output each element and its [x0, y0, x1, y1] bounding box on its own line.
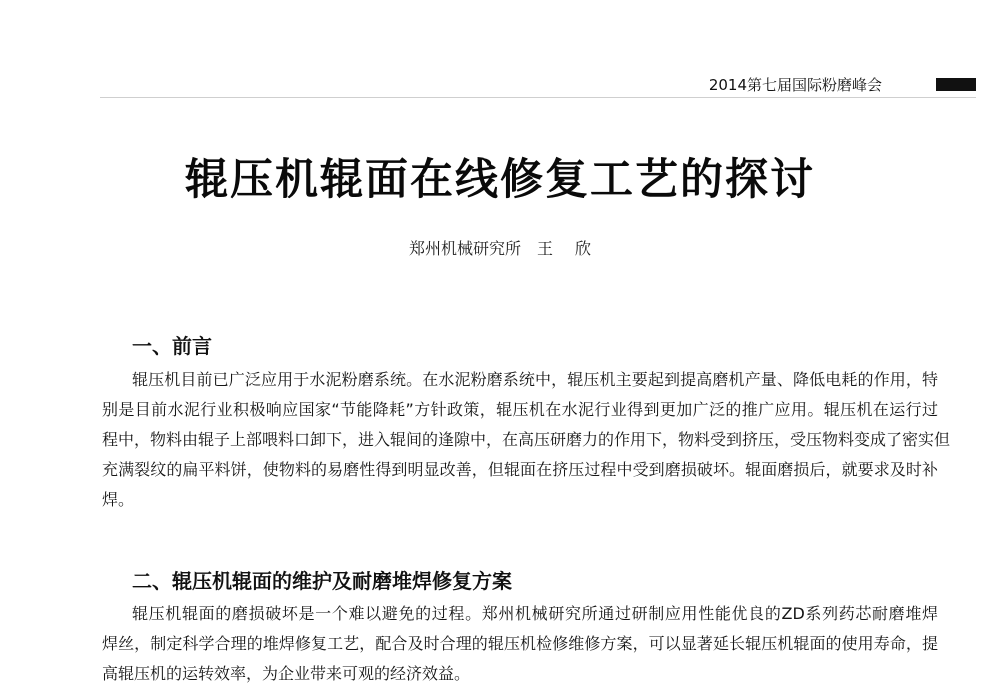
header-rule: [100, 97, 976, 98]
paragraph-line: 焊丝，制定科学合理的堆焊修复工艺，配合及时合理的辊压机检修维修方案，可以显著延长辊压机辊面的使用寿命，提: [102, 634, 938, 653]
running-header: 2014第七届国际粉磨峰会: [708, 76, 882, 94]
byline: [0, 236, 1000, 259]
paragraph-line: 高辊压机的运转效率，为企业带来可观的经济效益。: [102, 664, 471, 683]
paragraph-line: 充满裂纹的扁平料饼，使物料的易磨性得到明显改善，但辊面在挤压过程中受到磨损破坏。辊面磨损后，就要求及时补: [102, 460, 938, 479]
article-title: 辊压机辊面在线修复工艺的探讨: [185, 155, 815, 205]
paragraph-line: 程中，物料由辊子上部喂料口卸下，进入辊间的逢隙中，在高压研磨力的作用下，物料受到挤压，受压物料变成了密实但: [102, 430, 951, 449]
paragraph-line: 辊压机目前已广泛应用于水泥粉磨系统。在水泥粉磨系统中，辊压机主要起到提高磨机产量、降低电耗的作用，特: [132, 370, 938, 389]
paragraph-line: 焊。: [102, 490, 135, 509]
paragraph-line: 别是目前水泥行业积极响应国家“节能降耗”方针政策，辊压机在水泥行业得到更加广泛的推广应用。辊压机在运行过: [102, 400, 938, 419]
section-heading-introduction: 一、前言: [132, 334, 212, 358]
byline-institution: 郑州机械研究所: [408, 239, 521, 258]
paragraph-line: 辊压机辊面的磨损破坏是一个难以避免的过程。郑州机械研究所通过研制应用性能优良的ZD系列药芯耐磨堆焊: [132, 604, 938, 623]
section-heading-maintenance: 二、辊压机辊面的维护及耐磨堆焊修复方案: [132, 569, 512, 593]
byline-author-surname: 王: [536, 239, 553, 258]
header-marker-block: [936, 78, 976, 91]
byline-author-given: 欣: [575, 239, 592, 258]
